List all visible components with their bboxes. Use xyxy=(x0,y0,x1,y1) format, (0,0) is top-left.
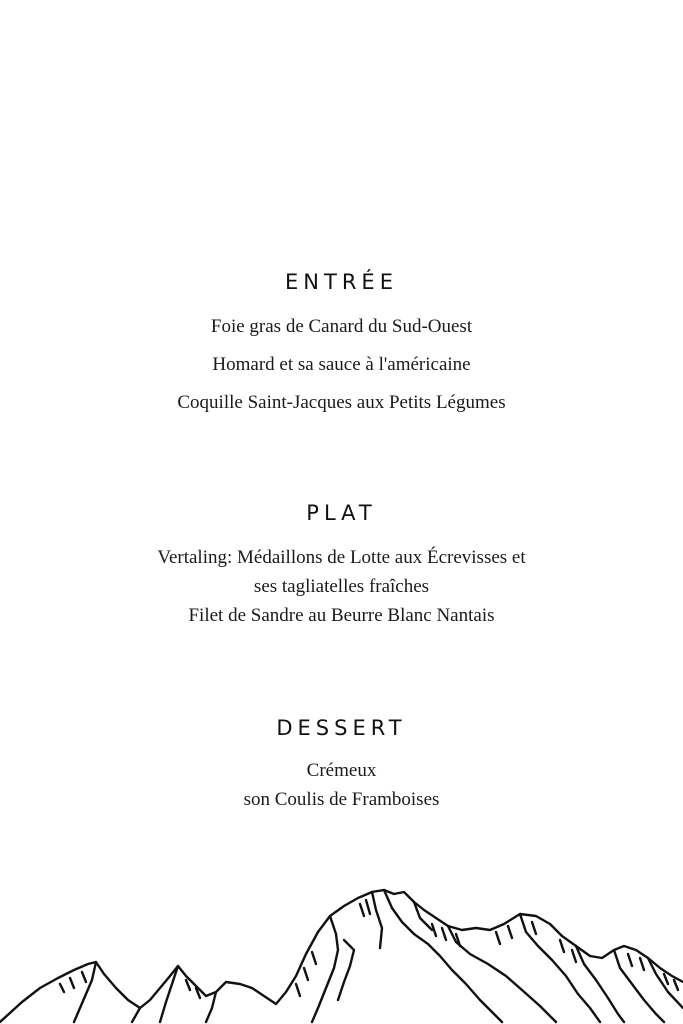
plat-item-2: ses tagliatelles fraîches xyxy=(253,576,430,597)
plat-title: PLAT xyxy=(306,501,377,525)
plat-item-1: Vertaling: Médaillons de Lotte aux Écrevisses et xyxy=(157,547,526,568)
entree-item-1: Foie gras de Canard du Sud-Ouest xyxy=(210,316,473,337)
entree-item-3: Coquille Saint-Jacques aux Petits Légumes xyxy=(177,392,506,413)
entree-title: ENTRÉE xyxy=(285,270,398,294)
mountains-icon xyxy=(0,884,683,1024)
plat-item-3: Filet de Sandre au Beurre Blanc Nantais xyxy=(188,605,495,626)
dessert-item-1: Crémeux xyxy=(306,760,377,781)
dessert-title: DESSERT xyxy=(276,716,407,740)
dessert-item-2: son Coulis de Framboises xyxy=(243,789,440,810)
entree-item-2: Homard et sa sauce à l'américaine xyxy=(212,354,471,375)
